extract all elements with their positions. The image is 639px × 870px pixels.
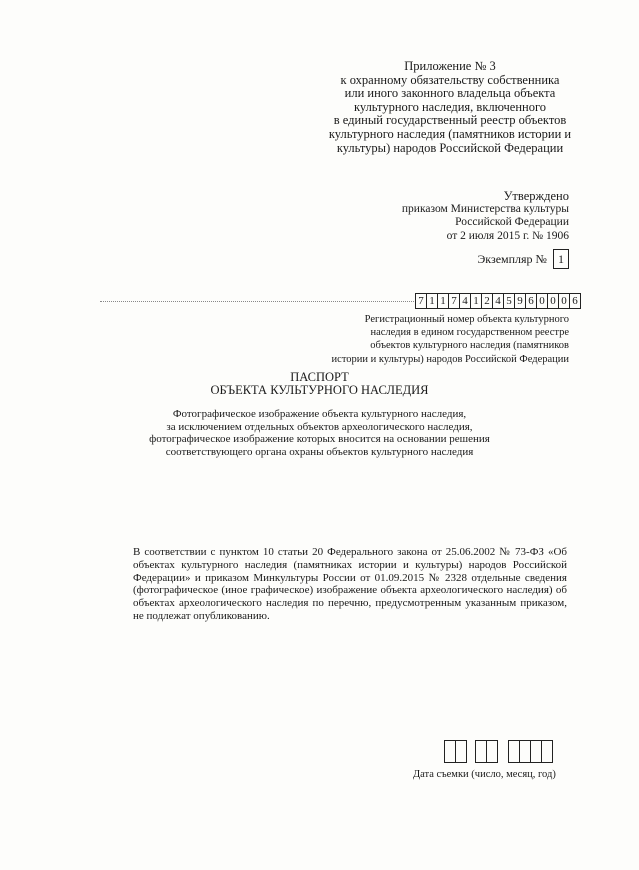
- registration-dotted-line: [100, 301, 416, 302]
- registration-caption-line: Регистрационный номер объекта культурного: [364, 314, 569, 325]
- registration-digit: 7: [449, 294, 460, 308]
- passport-title: ПАСПОРТ: [290, 370, 349, 384]
- appendix-line: культурного наследия, включенного: [353, 99, 547, 114]
- copy-number-label: Экземпляр №: [477, 251, 547, 266]
- registration-digit: 1: [427, 294, 438, 308]
- appendix-line: культуры) народов Российской Федерации: [336, 140, 564, 155]
- appendix-line: или иного законного владельца объекта: [344, 86, 556, 101]
- registration-number-boxes: [415, 293, 581, 309]
- registration-digit: 6: [570, 294, 581, 308]
- appendix-line: к охранному обязательству собственника: [340, 72, 560, 87]
- registration-caption: [332, 313, 569, 366]
- photo-caption-line: соответствующего органа охраны объектов культурного наследия: [165, 445, 474, 458]
- date-month-boxes: [475, 740, 498, 763]
- legal-notice: В соответствии с пунктом 10 статьи 20 Федерального закона от 25.06.2002 № 73-ФЗ «Об объектах культурного наследия (памятниках истории и культуры) народов Российской Федерации» и приказом Минкультуры России от 01.09.2015 № 2328 отдельные сведения (фотографическое (иное графическое) изображение объекта археологического наследия) об объектах археологического наследия по перечню, предусмотренным указанным приказом, не подлежат опубликованию.: [133, 546, 567, 622]
- date-year-boxes: [508, 740, 553, 763]
- registration-digit: 5: [504, 294, 515, 308]
- approval-line: приказом Министерства культуры: [401, 203, 569, 216]
- passport-heading: [0, 371, 639, 397]
- date-day-boxes: [444, 740, 467, 763]
- registration-digit: 0: [537, 294, 548, 308]
- appendix-line: культурного наследия (памятников истории и: [328, 126, 572, 141]
- copy-number-row: [477, 249, 569, 269]
- registration-digit: 4: [460, 294, 471, 308]
- registration-caption-line: истории и культуры) народов Российской Федерации: [331, 353, 569, 365]
- approval-line: Российской Федерации: [455, 216, 569, 229]
- registration-digit: 4: [493, 294, 504, 308]
- photo-caption-line: фотографическое изображение которых вносится на основании решения: [149, 433, 490, 446]
- registration-digit: 0: [548, 294, 559, 308]
- registration-caption-line: объектов культурного наследия (памятников: [370, 340, 569, 352]
- photo-caption-line: Фотографическое изображение объекта культурного наследия,: [172, 408, 467, 420]
- appendix-line: Приложение № 3: [404, 59, 496, 73]
- photo-caption-line: за исключением отдельных объектов археологического наследия,: [166, 420, 473, 433]
- registration-digit: 1: [438, 294, 449, 308]
- registration-digit: 1: [471, 294, 482, 308]
- registration-digit: 0: [559, 294, 570, 308]
- photo-caption: [0, 408, 639, 458]
- passport-subtitle: ОБЪЕКТА КУЛЬТУРНОГО НАСЛЕДИЯ: [210, 383, 429, 397]
- approval-line: от 2 июля 2015 г. № 1906: [446, 229, 569, 242]
- approval-block: [402, 190, 569, 243]
- approval-title: Утверждено: [503, 189, 569, 203]
- copy-number-box: 1: [553, 249, 569, 269]
- appendix-header: [290, 60, 610, 155]
- registration-digit: 7: [416, 294, 427, 308]
- registration-digit: 6: [526, 294, 537, 308]
- appendix-line: в единый государственный реестр объектов: [333, 113, 567, 128]
- date-caption: Дата съемки (число, месяц, год): [413, 769, 556, 780]
- registration-caption-line: наследия в едином государственном реестре: [370, 327, 569, 339]
- registration-digit: 9: [515, 294, 526, 308]
- registration-digit: 2: [482, 294, 493, 308]
